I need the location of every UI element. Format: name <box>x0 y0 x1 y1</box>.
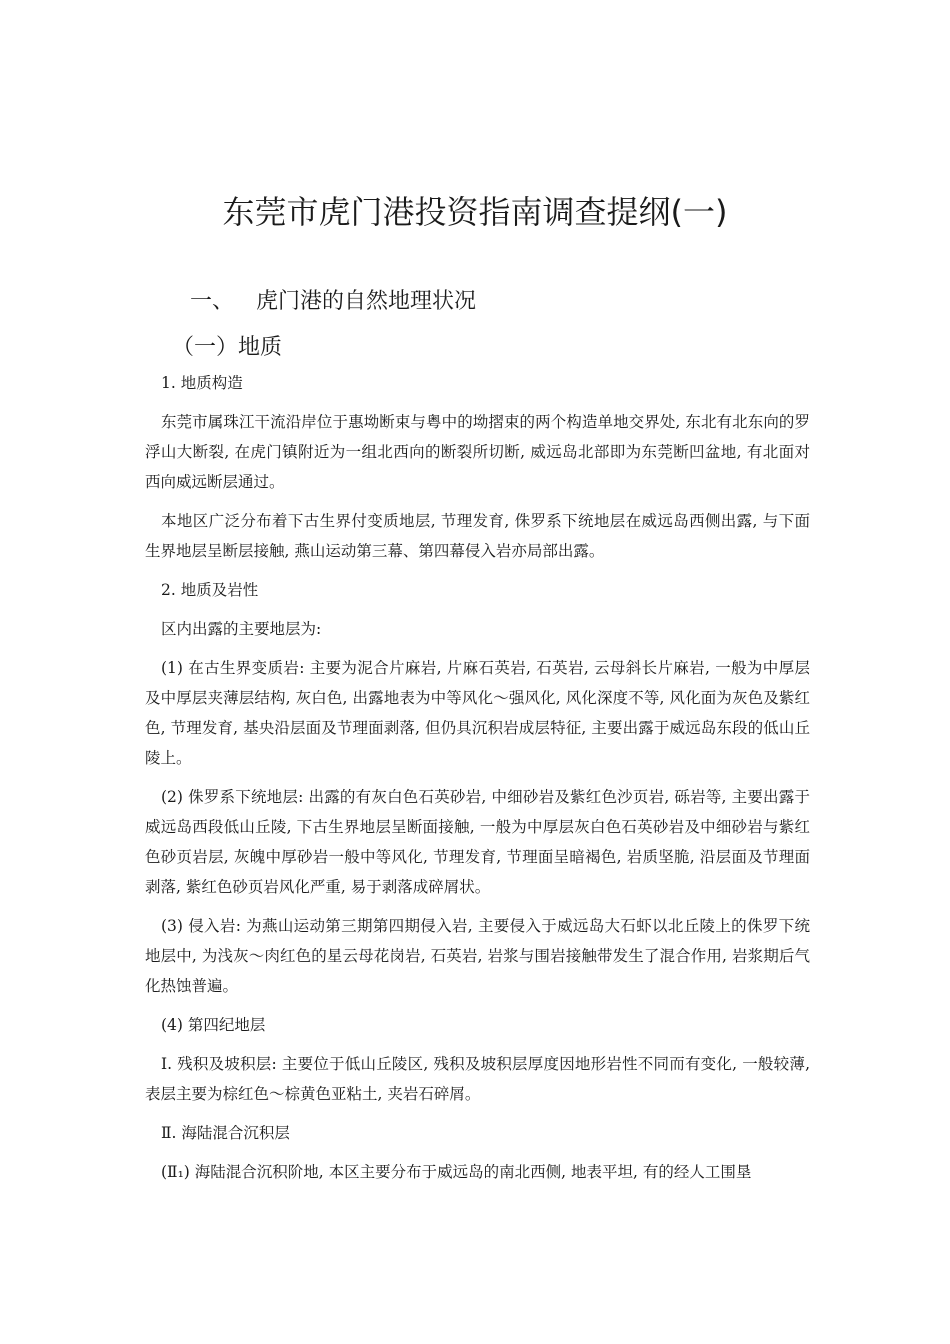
paragraph: (Ⅱ₁) 海陆混合沉积阶地, 本区主要分布于威远岛的南北西侧, 地表平坦, 有的经人工围垦 <box>161 1163 752 1181</box>
paragraph: 本地区广泛分布着下古生界付变质地层, 节理发育, 侏罗系下统地层在威远岛西侧出露, 与下面生界地层呈断层接触, 燕山运动第三幕、第四幕侵入岩亦局部出露。 <box>145 512 810 560</box>
document-body <box>145 368 810 1196</box>
section-title: 虎门港的自然地理状况 <box>256 289 477 314</box>
subsection-heading: （一）地质 <box>172 335 283 360</box>
paragraph: Ⅱ. 海陆混合沉积层 <box>161 1124 290 1142</box>
paragraph-heading-geologic-structure: 1. 地质构造 <box>161 374 243 392</box>
paragraph: 东莞市属珠江干流沿岸位于惠坳断束与粤中的坳摺束的两个构造单地交界处, 东北有北东向的罗浮山大断裂, 在虎门镇附近为一组北西向的断裂所切断, 威远岛北部即为东莞断凹盆地, 有北面对西向威远断层通过。 <box>145 413 810 491</box>
section-heading <box>190 286 476 318</box>
paragraph: I. 残积及坡积层: 主要位于低山丘陵区, 残积及坡积层厚度因地形岩性不同而有变化, 一般较薄, 表层主要为棕红色～棕黄色亚粘土, 夹岩石碎屑。 <box>145 1055 810 1103</box>
section-number: 一、 <box>190 289 235 314</box>
paragraph: 区内出露的主要地层为: <box>161 620 322 638</box>
paragraph: (1) 在古生界变质岩: 主要为泥合片麻岩, 片麻石英岩, 石英岩, 云母斜长片麻岩, 一般为中厚层及中厚层夹薄层结构, 灰白色, 出露地表为中等风化～强风化, 风化深度不等, 风化面为灰色及紫红色, 节理发育, 基央沿层面及节理面剥落, 但仍具沉积岩成层特征, 主要出露于威远岛东段的低山丘陵上。 <box>145 659 810 767</box>
paragraph: (2) 侏罗系下统地层: 出露的有灰白色石英砂岩, 中细砂岩及紫红色沙页岩, 砾岩等, 主要出露于威远岛西段低山丘陵, 下古生界地层呈断面接触, 一般为中厚层灰白色石英砂岩及中细砂岩与紫红色砂页岩层, 灰魄中厚砂岩一般中等风化, 节理发育, 节理面呈暗褐色, 岩质坚脆, 沿层面及节理面剥落, 紫红色砂页岩风化严重, 易于剥落成碎屑状。 <box>145 788 810 896</box>
paragraph-heading-geology-lithology: 2. 地质及岩性 <box>161 581 259 599</box>
paragraph: (4) 第四纪地层 <box>161 1016 266 1034</box>
document-title: 东莞市虎门港投资指南调查提纲(一) <box>222 193 728 231</box>
paragraph: (3) 侵入岩: 为燕山运动第三期第四期侵入岩, 主要侵入于威远岛大石虾以北丘陵上的侏罗下统地层中, 为浅灰～肉红色的星云母花岗岩, 石英岩, 岩浆与围岩接触带发生了混合作用, 岩浆期后气化热蚀普遍。 <box>145 917 810 995</box>
